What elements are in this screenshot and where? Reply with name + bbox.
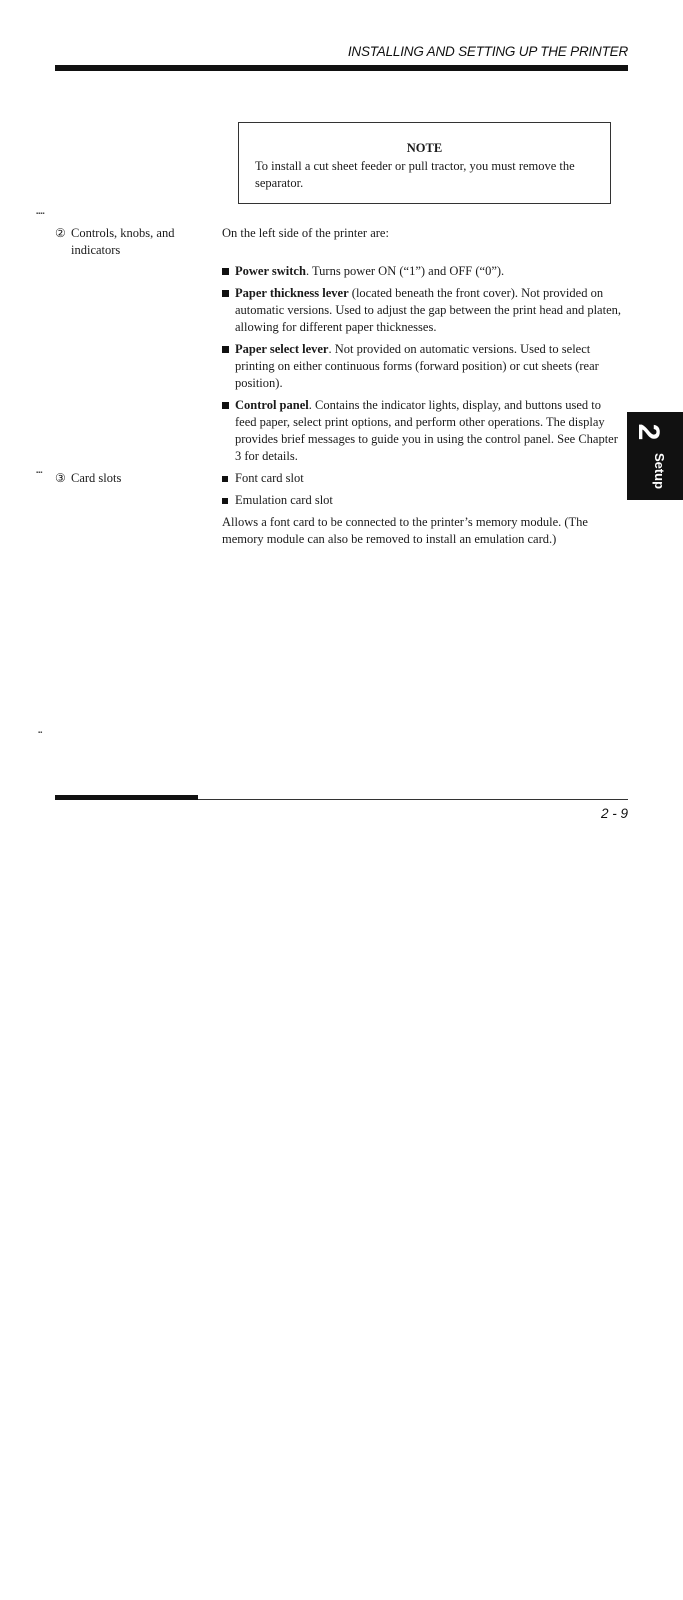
list-item	[222, 492, 624, 509]
section-marker: ②	[55, 226, 66, 240]
item-term: Paper select lever	[235, 342, 329, 356]
note-text: To install a cut sheet feeder or pull tractor, you must remove the separator.	[255, 159, 575, 190]
section-label-controls	[55, 225, 195, 259]
item-text: Emulation card slot	[235, 493, 333, 507]
bullet-icon	[222, 498, 228, 504]
section-label-card-slots	[55, 470, 195, 487]
bullet-icon	[222, 268, 229, 275]
section-marker: ③	[55, 471, 66, 485]
scan-speck: ▪▪▪	[36, 470, 43, 476]
section-label: Card slots	[71, 471, 122, 485]
bullet-icon	[222, 476, 228, 482]
list-item	[222, 470, 624, 487]
list-item	[222, 263, 624, 280]
item-text: Font card slot	[235, 471, 304, 485]
scan-speck: ▪▪	[38, 730, 43, 736]
card-slots-description: Allows a font card to be connected to the printer’s memory module. (The memory module can also be removed to install an emulation card.)	[222, 515, 588, 546]
chapter-label: Setup	[652, 452, 667, 490]
list-item	[222, 285, 624, 336]
bullet-icon	[222, 290, 229, 297]
bullet-icon	[222, 346, 229, 353]
item-term: Paper thickness lever	[235, 286, 349, 300]
item-term: Control panel	[235, 398, 309, 412]
running-header: INSTALLING AND SETTING UP THE PRINTER	[347, 44, 628, 59]
controls-intro: On the left side of the printer are:	[222, 226, 389, 240]
section-label: Controls, knobs, and indicators	[71, 226, 175, 257]
chapter-tab	[627, 412, 683, 500]
header-rule	[55, 65, 628, 71]
item-text: . Contains the indicator lights, display, and buttons used to feed paper, select print options, and perform other operations. The display provides brief messages to guide you in using the control panel. See Chapter 3 for details.	[235, 398, 618, 463]
scan-speck: ▪▪▪▪	[36, 211, 45, 217]
list-item	[222, 341, 624, 392]
item-text: . Not provided on automatic versions. Used to select printing on either continuous forms (forward position) or cut sheets (rear position).	[235, 342, 599, 390]
note-title: NOTE	[406, 141, 443, 155]
chapter-number: 2	[632, 423, 665, 441]
item-text: (located beneath the front cover). Not provided on automatic versions. Used to adjust the gap between the print head and platen, allowing for different paper thicknesses.	[235, 286, 621, 334]
item-text: . Turns power ON (“1”) and OFF (“0”).	[305, 264, 505, 278]
footer-rule-accent	[55, 795, 198, 800]
bullet-icon	[222, 402, 229, 409]
list-item	[222, 397, 624, 465]
page-number: 2 - 9	[600, 806, 628, 821]
note-box	[238, 122, 611, 204]
item-term: Power switch	[235, 264, 306, 278]
